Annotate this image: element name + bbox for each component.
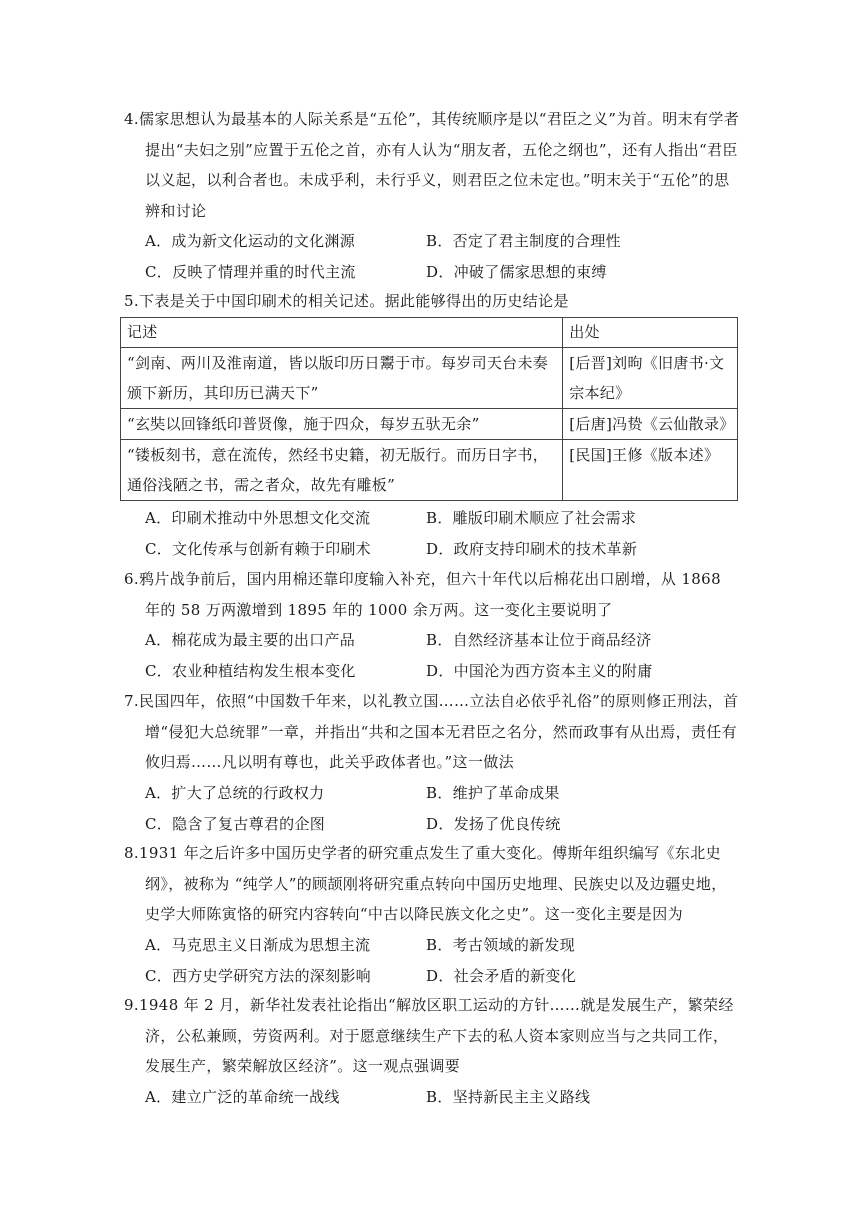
table-row <box>121 348 738 409</box>
option-c[interactable]: C．农业种植结构发生根本变化 <box>145 662 356 680</box>
question-stem: 5.下表是关于中国印刷术的相关记述。据此能够得出的历史结论是 <box>124 292 569 310</box>
question-stem: 7.民国四年，依照“中国数千年来，以礼教立国……立法自必依乎礼俗”的原则修正刑法，首增“侵犯大总统罪”一章，并指出“共和之国本无君臣之名分，然而政事有从出焉，责任有攸归焉……凡以明有尊也，此关乎政体者也。”这一做法 <box>124 692 739 771</box>
source-table <box>120 317 738 501</box>
option-d[interactable]: D．中国沦为西方资本主义的附庸 <box>426 662 653 680</box>
option-b[interactable]: B．考古领域的新发现 <box>426 935 576 954</box>
question-9 <box>124 990 740 1113</box>
option-c[interactable]: C．隐含了复古尊君的企图 <box>145 814 326 833</box>
option-d[interactable]: D．社会矛盾的新变化 <box>426 966 577 985</box>
option-b[interactable]: B．雕版印刷术顺应了社会需求 <box>426 509 637 527</box>
option-a[interactable]: A．印刷术推动中外思想文化交流 <box>145 509 371 527</box>
question-stem: 4.儒家思想认为最基本的人际关系是“五伦”，其传统顺序是以“君臣之义”为首。明末有学者提出“夫妇之别”应置于五伦之首，亦有人认为“朋友者，五伦之纲也”，还有人指出“君臣以义起，以利合者也。未成乎利，未行乎义，则君臣之位未定也。”明末关于“五伦”的思辨和讨论 <box>124 110 740 220</box>
question-4 <box>124 104 740 288</box>
question-5 <box>124 286 740 317</box>
options-row <box>124 961 740 992</box>
option-c[interactable]: C．文化传承与创新有赖于印刷术 <box>145 540 371 558</box>
option-a[interactable]: A．成为新文化运动的文化渊源 <box>145 232 356 250</box>
option-d[interactable]: D．政府支持印刷术的技术革新 <box>426 540 638 558</box>
option-b[interactable]: B．自然经济基本让位于商品经济 <box>426 631 652 649</box>
question-8 <box>124 838 740 992</box>
option-a[interactable]: A．建立广泛的革命统一战线 <box>145 1087 340 1106</box>
options-row <box>124 257 740 288</box>
table-cell: [后唐]冯贽《云仙散录》 <box>563 409 738 440</box>
question-stem: 8.1931 年之后许多中国历史学者的研究重点发生了重大变化。傅斯年组织编写《东北史纲》，被称为 “纯学人”的顾颉刚将研究重点转向中国历史地理、民族史以及边疆史地，史学大师陈寅恪的研究内容转向“中古以降民族文化之史”。这一变化主要是因为 <box>124 844 727 923</box>
option-a[interactable]: A．扩大了总统的行政权力 <box>145 783 325 802</box>
option-d[interactable]: D．冲破了儒家思想的束缚 <box>426 263 607 281</box>
option-a[interactable]: A．马克思主义日渐成为思想主流 <box>145 935 371 954</box>
option-c[interactable]: C．西方史学研究方法的深刻影响 <box>145 966 371 985</box>
table-cell: “玄奘以回锋纸印普贤像，施于四众，每岁五驮无余” <box>121 409 563 440</box>
table-cell: “镂板刻书，意在流传，然经书史籍，初无版行。而历日字书，通俗浅陋之书，需之者众，故先有雕板” <box>121 440 563 501</box>
option-b[interactable]: B．维护了革命成果 <box>426 783 560 802</box>
table-header-cell: 记述 <box>121 318 563 348</box>
question-7 <box>124 686 740 840</box>
table-cell: [后晋]刘昫《旧唐书·文宗本纪》 <box>563 348 738 409</box>
options-row <box>124 1082 740 1113</box>
table-cell: [民国]王修《版本述》 <box>563 440 738 501</box>
table-row <box>121 409 738 440</box>
option-b[interactable]: B．坚持新民主主义路线 <box>426 1087 591 1106</box>
options-row <box>124 656 740 687</box>
table-cell: “剑南、两川及淮南道，皆以版印历日鬻于市。每岁司天台未奏颁下新历，其印历已满天下” <box>121 348 563 409</box>
options-row <box>124 930 740 961</box>
table-header-row <box>121 318 738 348</box>
option-c[interactable]: C．反映了情理并重的时代主流 <box>145 263 356 281</box>
option-d[interactable]: D．发扬了优良传统 <box>426 814 561 833</box>
question-5-options <box>124 503 740 565</box>
options-row <box>124 809 740 840</box>
question-stem: 6.鸦片战争前后，国内用棉还靠印度输入补充，但六十年代以后棉花出口剧增，从 1868 年的 58 万两激增到 1895 年的 1000 余万两。这一变化主要说明了 <box>124 570 721 619</box>
options-row <box>124 226 740 257</box>
option-a[interactable]: A．棉花成为最主要的出口产品 <box>145 631 356 649</box>
table-row <box>121 440 738 501</box>
options-row <box>124 503 740 534</box>
table-header-cell: 出处 <box>563 318 738 348</box>
options-row <box>124 778 740 809</box>
option-b[interactable]: B．否定了君主制度的合理性 <box>426 232 621 250</box>
options-row <box>124 534 740 565</box>
question-stem: 9.1948 年 2 月，新华社发表社论指出“解放区职工运动的方针……就是发展生产，繁荣经济，公私兼顾，劳资两利。对于愿意继续生产下去的私人资本家则应当与之共同工作，发展生产，繁荣解放区经济”。这一观点强调要 <box>124 996 734 1075</box>
question-6 <box>124 564 740 687</box>
options-row <box>124 625 740 656</box>
